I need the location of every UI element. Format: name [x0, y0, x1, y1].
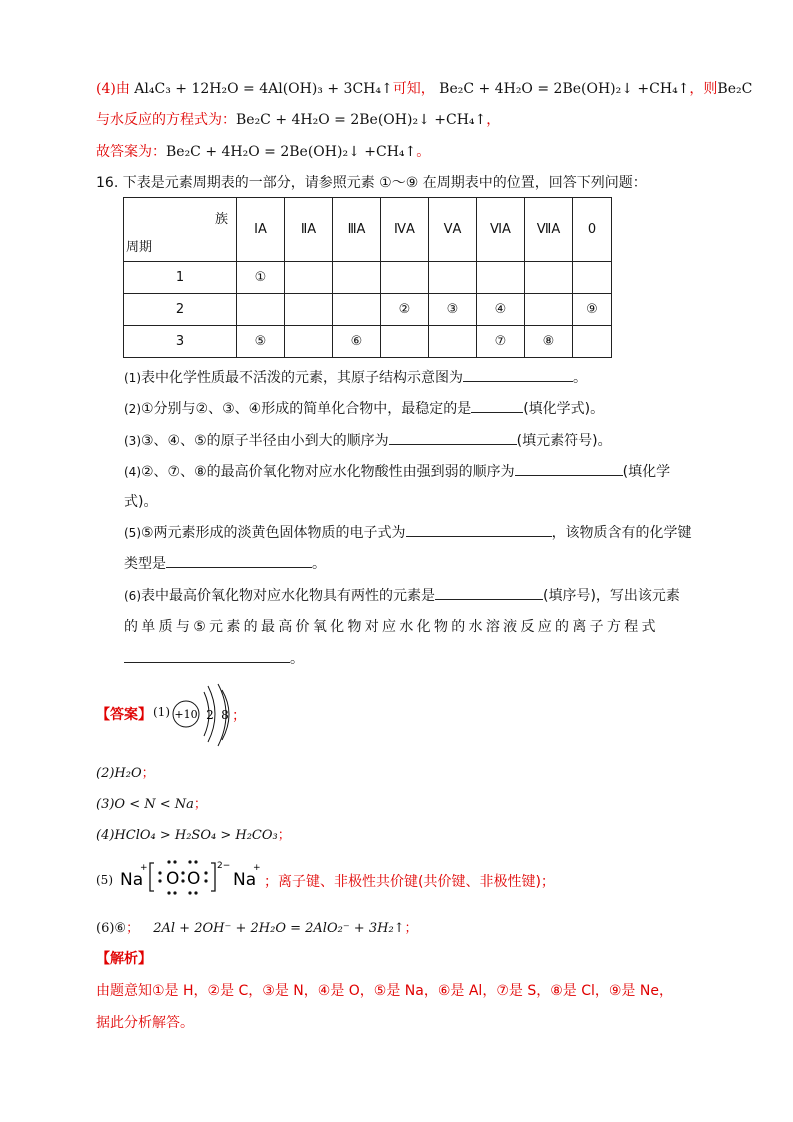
- answer-2: [96, 762, 155, 781]
- q16-intro: 16. 下表是元素周期表的一部分，请参照元素 ①～⑨ 在周期表中的位置，回答下列问题：: [96, 175, 647, 191]
- header-cell: ⅥA: [477, 198, 525, 262]
- element-cell: [285, 294, 333, 326]
- element-cell: ④: [477, 294, 525, 326]
- period-cell: 2: [124, 294, 237, 326]
- part4-equation-2: Be₂C + 4H₂O = 2Be(OH)₂↓ +CH₄↑: [439, 81, 690, 97]
- element-cell: ③: [429, 294, 477, 326]
- analysis-label: 【解析】: [96, 951, 152, 967]
- element-cell: [381, 262, 429, 294]
- sub5-line2-text: 类型是: [124, 556, 166, 572]
- answer-4-end: ；: [277, 828, 291, 843]
- part4-kezhi: 可知，: [392, 81, 435, 97]
- part4-line2-text: 与水反应的方程式为：: [96, 112, 236, 128]
- element-cell: [525, 294, 573, 326]
- period-cell: 3: [124, 326, 237, 358]
- sub2-answer-blank[interactable]: [471, 398, 523, 413]
- sub6-answer-blank[interactable]: [435, 585, 543, 600]
- table-row: [124, 326, 612, 358]
- oxygen-atom-1: O: [166, 869, 180, 889]
- sub3-text: ③、④、⑤的原子半径由小到大的顺序为: [141, 433, 389, 449]
- electron-count-2: 8: [221, 708, 229, 722]
- part4-equation-1: Al₄C₃ + 12H₂O = 4Al(OH)₃ + 3CH₄↑: [134, 81, 393, 97]
- sub5-line2: [124, 553, 326, 573]
- element-cell: [477, 262, 525, 294]
- element-cell: [381, 326, 429, 358]
- element-cell: ⑨: [573, 294, 612, 326]
- sub4-text: ②、⑦、⑧的最高价氧化物对应水化物酸性由强到弱的顺序为: [141, 464, 515, 480]
- answer-5-number: (5): [96, 873, 113, 887]
- element-cell: [429, 326, 477, 358]
- element-cell: ⑦: [477, 326, 525, 358]
- answer-5-bond-text: ；离子键、非极性共价键(共价键、非极性键)；: [264, 874, 555, 890]
- element-cell: [525, 262, 573, 294]
- answer-label: 【答案】: [96, 707, 152, 723]
- period-cell: 1: [124, 262, 237, 294]
- sub3-number: (3): [124, 434, 141, 448]
- answer-4: [96, 824, 291, 843]
- na-charge-right: +: [253, 863, 261, 873]
- table-row: [124, 294, 612, 326]
- sub5-number: (5): [124, 526, 141, 540]
- na-ion-right: Na: [233, 870, 257, 890]
- element-cell: [285, 262, 333, 294]
- analysis-line-1: 由题意知①是 H，②是 C，③是 N，④是 O，⑤是 Na，⑥是 Al，⑦是 S，⑧是 Cl，⑨是 Ne，: [96, 983, 673, 999]
- sub6-line2: 的单质与⑤元素的最高价氧化物对应水化物的水溶液反应的离子方程式: [124, 619, 659, 635]
- part4-ze: ，则: [689, 81, 718, 97]
- sub-question-4: [124, 461, 670, 481]
- part4-line2-end: ，: [486, 112, 501, 128]
- sub5-answer-blank[interactable]: [406, 522, 552, 537]
- part4-be2c: Be₂C: [717, 81, 753, 97]
- answer-2-text: (2)H₂O: [96, 766, 142, 781]
- corner-period-label: 周期: [126, 240, 153, 255]
- answer-6-sep: ；: [126, 921, 140, 936]
- part4-you: 由: [115, 81, 130, 97]
- part4-line3-equation: Be₂C + 4H₂O = 2Be(OH)₂↓ +CH₄↑: [166, 144, 417, 160]
- sub5-mid: ，该物质含有的化学键: [551, 525, 692, 541]
- sub1-answer-blank[interactable]: [463, 367, 573, 382]
- sub1-end: 。: [573, 370, 587, 386]
- sub-question-3: [124, 430, 612, 450]
- sub3-end: (填元素符号)。: [516, 433, 612, 449]
- element-cell: [429, 262, 477, 294]
- answer-6-number: (6)⑥: [96, 921, 127, 936]
- sub1-text: 表中化学性质最不活泼的元素，其原子结构示意图为: [141, 370, 463, 386]
- sub-question-1: [124, 367, 587, 387]
- sub6-line3: [124, 648, 304, 668]
- na2o2-electron-formula: [118, 854, 268, 898]
- sub-question-5: [124, 522, 692, 542]
- header-cell: ⅡA: [285, 198, 333, 262]
- element-cell: [573, 262, 612, 294]
- part4-prefix: (4): [96, 81, 116, 97]
- part4-line2: [96, 109, 500, 129]
- answer-2-end: ；: [141, 766, 155, 781]
- sub6-end: 。: [290, 651, 304, 667]
- bracket-left: [150, 863, 154, 891]
- sub-question-6: [124, 585, 680, 605]
- sub6-number: (6): [124, 589, 141, 603]
- element-cell: [333, 262, 381, 294]
- sub6-text: 表中最高价氧化物对应水化物具有两性的元素是: [141, 588, 435, 604]
- sub6-equation-blank[interactable]: [124, 648, 290, 663]
- bracket-right: [211, 863, 215, 891]
- answer-3-text: (3)O < N < Na: [96, 797, 194, 812]
- part4-line1: [96, 78, 752, 98]
- answer-1-number: (1): [153, 705, 170, 719]
- sub5-bond-blank[interactable]: [166, 553, 312, 568]
- sub5-text: ⑤两元素形成的淡黄色固体物质的电子式为: [141, 525, 406, 541]
- header-cell: ⅤA: [429, 198, 477, 262]
- sub2-number: (2): [124, 402, 141, 416]
- part4-line3: [96, 141, 430, 161]
- answer-3: [96, 793, 207, 812]
- element-cell: [285, 326, 333, 358]
- corner-group-label: 族: [214, 212, 228, 227]
- element-cell: ⑤: [237, 326, 285, 358]
- sub2-text: ①分别与②、③、④形成的简单化合物中，最稳定的是: [141, 401, 472, 417]
- element-cell: ⑥: [333, 326, 381, 358]
- periodic-table: [123, 197, 612, 358]
- nucleus-charge: +10: [174, 708, 198, 721]
- answer-1-end: ；: [232, 708, 246, 724]
- sub4-answer-blank[interactable]: [515, 461, 623, 476]
- header-cell: ⅣA: [381, 198, 429, 262]
- table-row: [124, 262, 612, 294]
- na-charge-left: +: [140, 863, 148, 873]
- sub4-end: (填化学: [622, 464, 671, 480]
- sub6-mid: (填序号)，写出该元素: [543, 588, 680, 604]
- na-ion-left: Na: [120, 870, 144, 890]
- table-corner: [124, 198, 237, 262]
- analysis-line-2: 据此分析解答。: [96, 1015, 194, 1031]
- header-cell: ⅦA: [525, 198, 573, 262]
- answer-6-equation: 2Al + 2OH⁻ + 2H₂O = 2AlO₂⁻ + 3H₂↑: [153, 921, 405, 936]
- element-cell: [333, 294, 381, 326]
- oxygen-atom-2: O: [187, 869, 201, 889]
- part4-line3-end: 。: [416, 144, 431, 160]
- answer-3-end: ；: [193, 797, 207, 812]
- sub3-answer-blank[interactable]: [389, 430, 517, 445]
- peroxide-charge: 2−: [217, 861, 231, 871]
- answer-6-end: ；: [404, 921, 418, 936]
- part4-line3-text: 故答案为：: [96, 144, 166, 160]
- element-cell: [237, 294, 285, 326]
- part4-line2-equation: Be₂C + 4H₂O = 2Be(OH)₂↓ +CH₄↑: [236, 112, 487, 128]
- element-cell: ①: [237, 262, 285, 294]
- element-cell: ②: [381, 294, 429, 326]
- sub2-end: (填化学式)。: [523, 401, 605, 417]
- sub1-number: (1): [124, 371, 141, 385]
- header-cell: 0: [573, 198, 612, 262]
- header-cell: ⅢA: [333, 198, 381, 262]
- sub4-line2: 式)。: [124, 494, 158, 510]
- sub-question-2: [124, 398, 604, 418]
- electron-count-1: 2: [206, 708, 214, 722]
- element-cell: ⑧: [525, 326, 573, 358]
- answer-4-text: (4)HClO₄ > H₂SO₄ > H₂CO₃: [96, 828, 278, 843]
- element-cell: [573, 326, 612, 358]
- answer-6: [96, 917, 418, 936]
- header-cell: ⅠA: [237, 198, 285, 262]
- sub5-end: 。: [312, 556, 326, 572]
- sub4-number: (4): [124, 465, 141, 479]
